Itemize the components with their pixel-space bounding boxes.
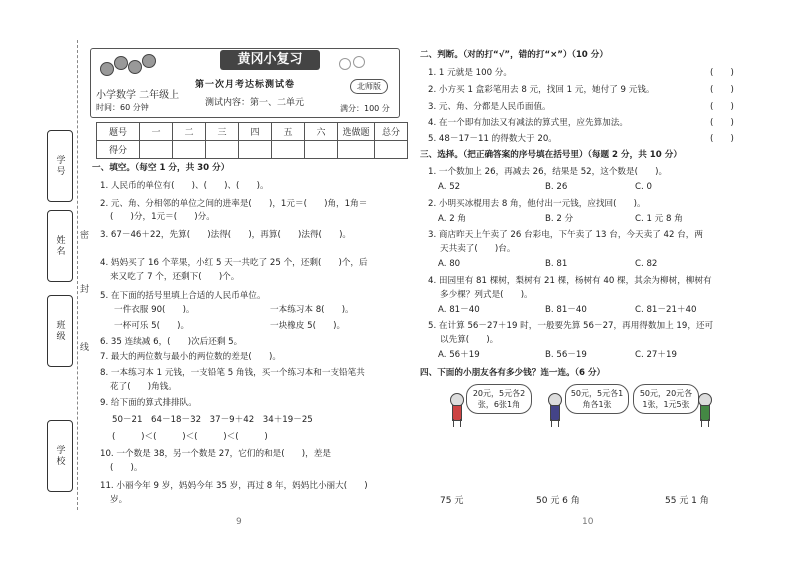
score-row-label: 得分 xyxy=(97,141,140,159)
school-label: 学校 xyxy=(54,445,65,467)
score-header-cell: 总分 xyxy=(375,123,408,141)
judge-4: 4. 在一个即有加法又有减法的算式里，应先算加法。 xyxy=(428,118,628,128)
speech-bubble-1: 20元，5元各2张，6张1角 xyxy=(466,384,532,414)
choice-5a: 5. 在计算 56－27＋19 时，一般要先算 56－27，再用得数加上 19，还可 xyxy=(428,321,714,331)
choice-3a: 3. 商店昨天上午卖了 26 台彩电，下午卖了 13 台，今天卖了 42 台，两 xyxy=(428,230,703,240)
child-1-illustration xyxy=(448,393,464,427)
name-label: 姓名 xyxy=(54,235,65,257)
amount-1[interactable]: 75 元 xyxy=(440,496,464,506)
choice-2-option-a: A. 2 角 xyxy=(438,214,466,224)
choice-2: 2. 小明买冰棍用去 8 角，他付出一元钱，应找回( )。 xyxy=(428,199,646,209)
amount-2[interactable]: 50 元 6 角 xyxy=(536,496,580,506)
judge-1-answer[interactable]: ( ) xyxy=(710,68,734,78)
score-cell[interactable] xyxy=(140,141,173,159)
question-11a: 11. 小丽今年 9 岁，妈妈今年 35 岁，再过 8 年，妈妈比小丽大( ) xyxy=(100,481,368,491)
question-5a: 一件衣服 90( )。 xyxy=(114,305,195,315)
choice-3-option-b: B. 81 xyxy=(545,259,568,269)
question-9-order: ( )＜( )＜( )＜( ) xyxy=(112,432,268,442)
judge-2: 2. 小方买 1 盒彩笔用去 8 元，找回 1 元，她付了 9 元钱。 xyxy=(428,85,655,95)
question-5: 5. 在下面的括号里填上合适的人民币单位。 xyxy=(100,291,266,301)
judge-4-answer[interactable]: ( ) xyxy=(710,118,734,128)
seal-note-2: 封 xyxy=(80,285,90,295)
child-3-illustration xyxy=(696,393,712,427)
choice-5-option-c: C. 27＋19 xyxy=(635,350,677,360)
choice-1: 1. 一个数加上 26，再减去 26，结果是 52，这个数是( )。 xyxy=(428,167,668,177)
question-6: 6. 35 连续减 6，( )次后还剩 5。 xyxy=(100,337,243,347)
student-id-tab xyxy=(47,130,73,202)
choice-5-option-b: B. 56－19 xyxy=(545,350,587,360)
choice-3-option-c: C. 82 xyxy=(635,259,658,269)
score-header-cell: 题号 xyxy=(97,123,140,141)
question-10b: ( )。 xyxy=(110,463,143,473)
choice-1-option-b: B. 26 xyxy=(545,182,568,192)
time-label: 时间：60 分钟 xyxy=(96,103,149,112)
choice-4-option-a: A. 81－40 xyxy=(438,305,480,315)
amount-3[interactable]: 55 元 1 角 xyxy=(665,496,709,506)
question-8b: 花了( )角钱。 xyxy=(110,382,177,392)
binding-line xyxy=(77,40,78,510)
score-row xyxy=(97,141,408,159)
question-11b: 岁。 xyxy=(110,495,128,505)
question-2a: 2. 元、角、分相邻的单位之间的进率是( )，1元＝( )角，1角＝ xyxy=(100,199,368,209)
choice-1-option-a: A. 52 xyxy=(438,182,461,192)
choice-4b: 多少棵？列式是( )。 xyxy=(440,290,533,300)
student-id-label: 学号 xyxy=(54,155,65,177)
speech-bubble-3: 50元，20元各1张，1元5张 xyxy=(633,384,699,414)
question-5d: 一块橡皮 5( )。 xyxy=(270,321,346,331)
judge-5-answer[interactable]: ( ) xyxy=(710,134,734,144)
choice-4a: 4. 田园里有 81 棵树，梨树有 21 棵，杨树有 40 棵，其余为柳树，柳树有 xyxy=(428,276,712,286)
score-cell[interactable] xyxy=(206,141,239,159)
choice-2-option-b: B. 2 分 xyxy=(545,214,574,224)
school-tab xyxy=(47,420,73,492)
question-3: 3. 67－46＋22，先算( )法得( )，再算( )法得( )。 xyxy=(100,230,352,240)
judge-3: 3. 元、角、分都是人民币面值。 xyxy=(428,102,551,112)
exam-title: 第一次月考达标测试卷 xyxy=(195,80,296,90)
score-cell[interactable] xyxy=(338,141,375,159)
section-connect-title: 四、下面的小朋友各有多少钱？连一连。（6 分） xyxy=(420,368,606,378)
choice-2-option-c: C. 1 元 8 角 xyxy=(635,214,683,224)
score-header-cell: 三 xyxy=(206,123,239,141)
edition-badge: 北师版 xyxy=(350,79,388,94)
section-choice-title: 三、选择。（把正确答案的序号填在括号里）（每题 2 分，共 10 分） xyxy=(420,150,682,160)
score-table xyxy=(96,122,408,159)
judge-3-answer[interactable]: ( ) xyxy=(710,102,734,112)
score-cell[interactable] xyxy=(375,141,408,159)
question-7: 7. 最大的两位数与最小的两位数的差是( )。 xyxy=(100,352,281,362)
judge-5: 5. 48－17－11 的得数大于 20。 xyxy=(428,134,557,144)
question-9-expressions: 50－21 64－18－32 37－9＋42 34＋19－25 xyxy=(112,415,313,425)
class-tab xyxy=(47,295,73,367)
choice-4-option-c: C. 81－21＋40 xyxy=(635,305,697,315)
children-illustration xyxy=(100,54,160,82)
choice-1-option-c: C. 0 xyxy=(635,182,652,192)
score-cell[interactable] xyxy=(305,141,338,159)
section-fill-title: 一、填空。（每空 1 分，共 30 分） xyxy=(92,163,230,173)
section-judge-title: 二、判断。（对的打“√”，错的打“×”）（10 分） xyxy=(420,50,608,60)
score-header-row xyxy=(97,123,408,141)
seal-note-3: 线 xyxy=(80,343,90,353)
class-label: 班级 xyxy=(54,320,65,342)
judge-2-answer[interactable]: ( ) xyxy=(710,85,734,95)
question-9: 9. 给下面的算式排排队。 xyxy=(100,398,197,408)
choice-3b: 天共卖了( )台。 xyxy=(440,244,516,254)
choice-4-option-b: B. 81－40 xyxy=(545,305,587,315)
seal-note-1: 密 xyxy=(80,231,90,241)
page-number-right: 10 xyxy=(582,517,594,527)
choice-5b: 以先算( )。 xyxy=(440,335,499,345)
exam-content: 测试内容：第一、二单元 xyxy=(205,98,305,108)
score-header-cell: 四 xyxy=(239,123,272,141)
question-1: 1. 人民币的单位有( )、( )、( )。 xyxy=(100,181,269,191)
judge-1: 1. 1 元就是 100 分。 xyxy=(428,68,512,78)
brand-logo: 黄冈小复习 xyxy=(220,50,320,70)
score-cell[interactable] xyxy=(272,141,305,159)
score-header-cell: 五 xyxy=(272,123,305,141)
score-cell[interactable] xyxy=(173,141,206,159)
question-8a: 8. 一本练习本 1 元钱，一支铅笔 5 角钱，买一个练习本和一支铅笔共 xyxy=(100,368,365,378)
choice-5-option-a: A. 56＋19 xyxy=(438,350,480,360)
choice-3-option-a: A. 80 xyxy=(438,259,461,269)
balloons-illustration xyxy=(335,56,375,76)
score-header-cell: 一 xyxy=(140,123,173,141)
score-header-cell: 选做题 xyxy=(338,123,375,141)
question-5b: 一本练习本 8( )。 xyxy=(270,305,354,315)
name-tab xyxy=(47,210,73,282)
score-cell[interactable] xyxy=(239,141,272,159)
question-5c: 一杯可乐 5( )。 xyxy=(114,321,190,331)
question-4a: 4. 妈妈买了 16 个苹果，小红 5 天一共吃了 25 个，还剩( )个，后 xyxy=(100,258,368,268)
full-mark: 满分：100 分 xyxy=(340,104,390,113)
question-10a: 10. 一个数是 38，另一个数是 27，它们的和是( )，差是 xyxy=(100,449,331,459)
subject-label: 小学数学 二年级上 xyxy=(96,90,180,101)
score-header-cell: 二 xyxy=(173,123,206,141)
speech-bubble-2: 50元，5元各1角各1张 xyxy=(565,384,629,414)
child-2-illustration xyxy=(546,393,562,427)
question-4b: 来又吃了 7 个，还剩下( )个。 xyxy=(110,272,240,282)
page-number-left: 9 xyxy=(236,517,242,527)
score-header-cell: 六 xyxy=(305,123,338,141)
question-2b: ( )分，1元＝( )分。 xyxy=(110,212,215,222)
